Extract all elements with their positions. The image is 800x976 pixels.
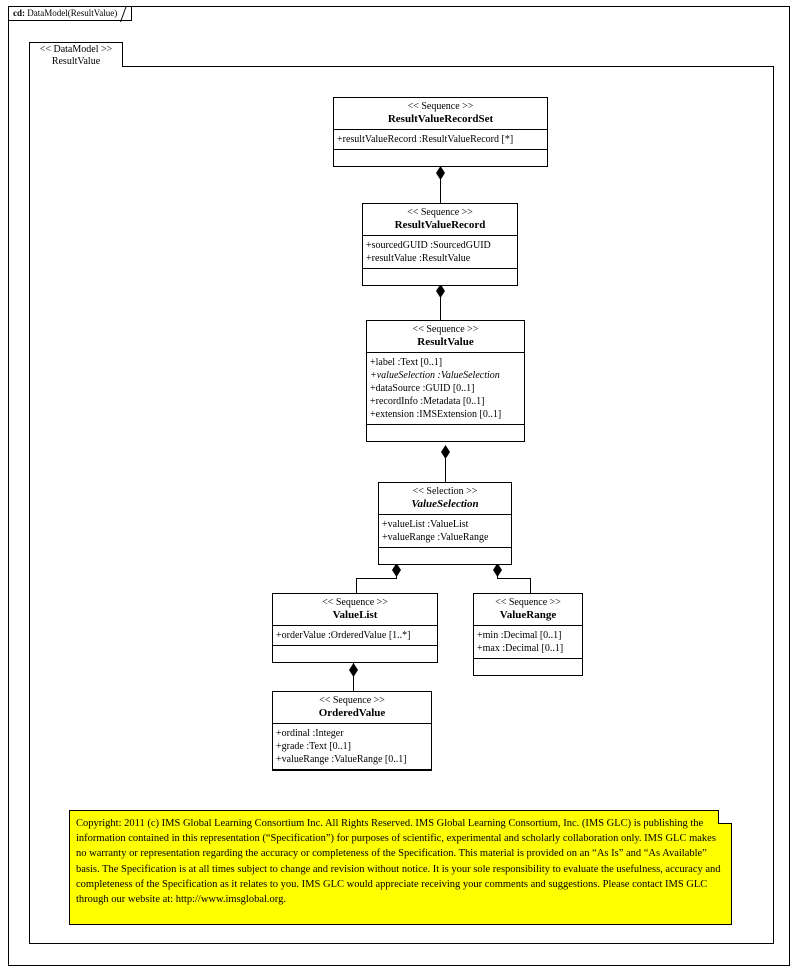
class-stereotype: << Sequence >> <box>319 695 385 706</box>
class-operations <box>363 269 517 285</box>
class-valueSelection[interactable] <box>378 482 512 565</box>
class-stereotype: << Sequence >> <box>407 101 474 112</box>
class-attributes <box>379 515 511 548</box>
class-name: ValueList <box>332 609 378 621</box>
class-attribute: +valueSelection :ValueSelection <box>370 370 500 381</box>
class-attribute: +orderValue :OrderedValue [1..*] <box>276 630 411 641</box>
class-operations <box>474 659 582 675</box>
class-attribute: +valueRange :ValueRange <box>382 532 489 543</box>
class-resultValueRecordSet[interactable] <box>333 97 548 167</box>
class-attribute: +min :Decimal [0..1] <box>477 630 562 641</box>
class-valueList[interactable] <box>272 593 438 663</box>
diagram-frame-tab <box>8 6 132 21</box>
class-attributes <box>474 626 582 659</box>
connector-line <box>356 578 397 579</box>
class-orderedValue[interactable] <box>272 691 432 771</box>
class-name: ValueRange <box>499 609 557 621</box>
class-attributes <box>273 724 431 770</box>
class-operations <box>334 150 547 166</box>
connector-line <box>530 578 531 593</box>
class-name: ResultValue <box>417 336 474 348</box>
class-resultValueRecord[interactable] <box>362 203 518 286</box>
package-tab <box>29 42 123 67</box>
note-fold-corner <box>718 810 732 824</box>
class-attribute: +max :Decimal [0..1] <box>477 643 564 654</box>
class-stereotype: << Sequence >> <box>495 597 561 608</box>
class-header <box>379 483 511 515</box>
class-attribute: +dataSource :GUID [0..1] <box>370 383 475 394</box>
class-valueRange[interactable] <box>473 593 583 676</box>
class-stereotype: << Sequence >> <box>322 597 388 608</box>
class-attributes <box>363 236 517 269</box>
class-operations <box>367 425 524 441</box>
class-operations <box>379 548 511 564</box>
class-stereotype: << Sequence >> <box>412 324 479 335</box>
package-name: ResultValue <box>51 56 101 67</box>
package-stereotype: << DataModel >> <box>39 44 113 55</box>
class-attribute: +sourcedGUID :SourcedGUID <box>366 240 491 251</box>
class-name: OrderedValue <box>318 707 386 719</box>
class-attributes <box>273 626 437 646</box>
class-attribute: +extension :IMSExtension [0..1] <box>370 409 502 420</box>
class-attribute: +valueList :ValueList <box>382 519 469 530</box>
class-name: ValueSelection <box>411 498 479 510</box>
class-name: ResultValueRecord <box>394 219 486 231</box>
class-attribute: +resultValue :ResultValue <box>366 253 471 264</box>
copyright-note <box>69 810 732 925</box>
class-attribute: +grade :Text [0..1] <box>276 741 351 752</box>
class-header <box>334 98 547 130</box>
class-attributes <box>334 130 547 150</box>
class-header <box>273 594 437 626</box>
class-attributes <box>367 353 524 425</box>
frame-kind: cd: <box>13 8 25 18</box>
class-attribute: +recordInfo :Metadata [0..1] <box>370 396 485 407</box>
class-attribute: +resultValueRecord :ResultValueRecord [*] <box>337 134 514 145</box>
copyright-text: Copyright: 2011 (c) IMS Global Learning Consortium Inc. All Rights Reserved. IMS Global Learning Consortium, Inc. (IMS GLC) is publishing the information contained in this representation (“Specification”) for purposes of scientific, experimental and scholarly collaboration only. IMS GLC makes no warranty or representation regarding the accuracy or completeness of the Specification. This material is provided on an “As Is” and “As Available” basis. The Specification is at all times subject to change and revision without notice. It is your sole responsibility to evaluate the usefulness, accuracy and completeness of the Specification as it relates to you. IMS GLC would appreciate receiving your comments and suggestions. Please contact IMS GLC through our website at: http://www.imsglobal.org. <box>76 818 721 906</box>
class-header <box>363 204 517 236</box>
connector-line <box>497 578 530 579</box>
class-header <box>367 321 524 353</box>
class-header <box>273 692 431 724</box>
class-resultValue[interactable] <box>366 320 525 442</box>
connector-line <box>356 578 357 593</box>
class-attribute: +label :Text [0..1] <box>370 357 443 368</box>
class-operations <box>273 646 437 662</box>
frame-title: DataModel(ResultValue) <box>27 8 118 18</box>
class-name: ResultValueRecordSet <box>387 113 494 125</box>
class-stereotype: << Sequence >> <box>407 207 473 218</box>
class-attribute: +valueRange :ValueRange [0..1] <box>276 754 407 765</box>
class-stereotype: << Selection >> <box>412 486 478 497</box>
class-header <box>474 594 582 626</box>
class-attribute: +ordinal :Integer <box>276 728 344 739</box>
